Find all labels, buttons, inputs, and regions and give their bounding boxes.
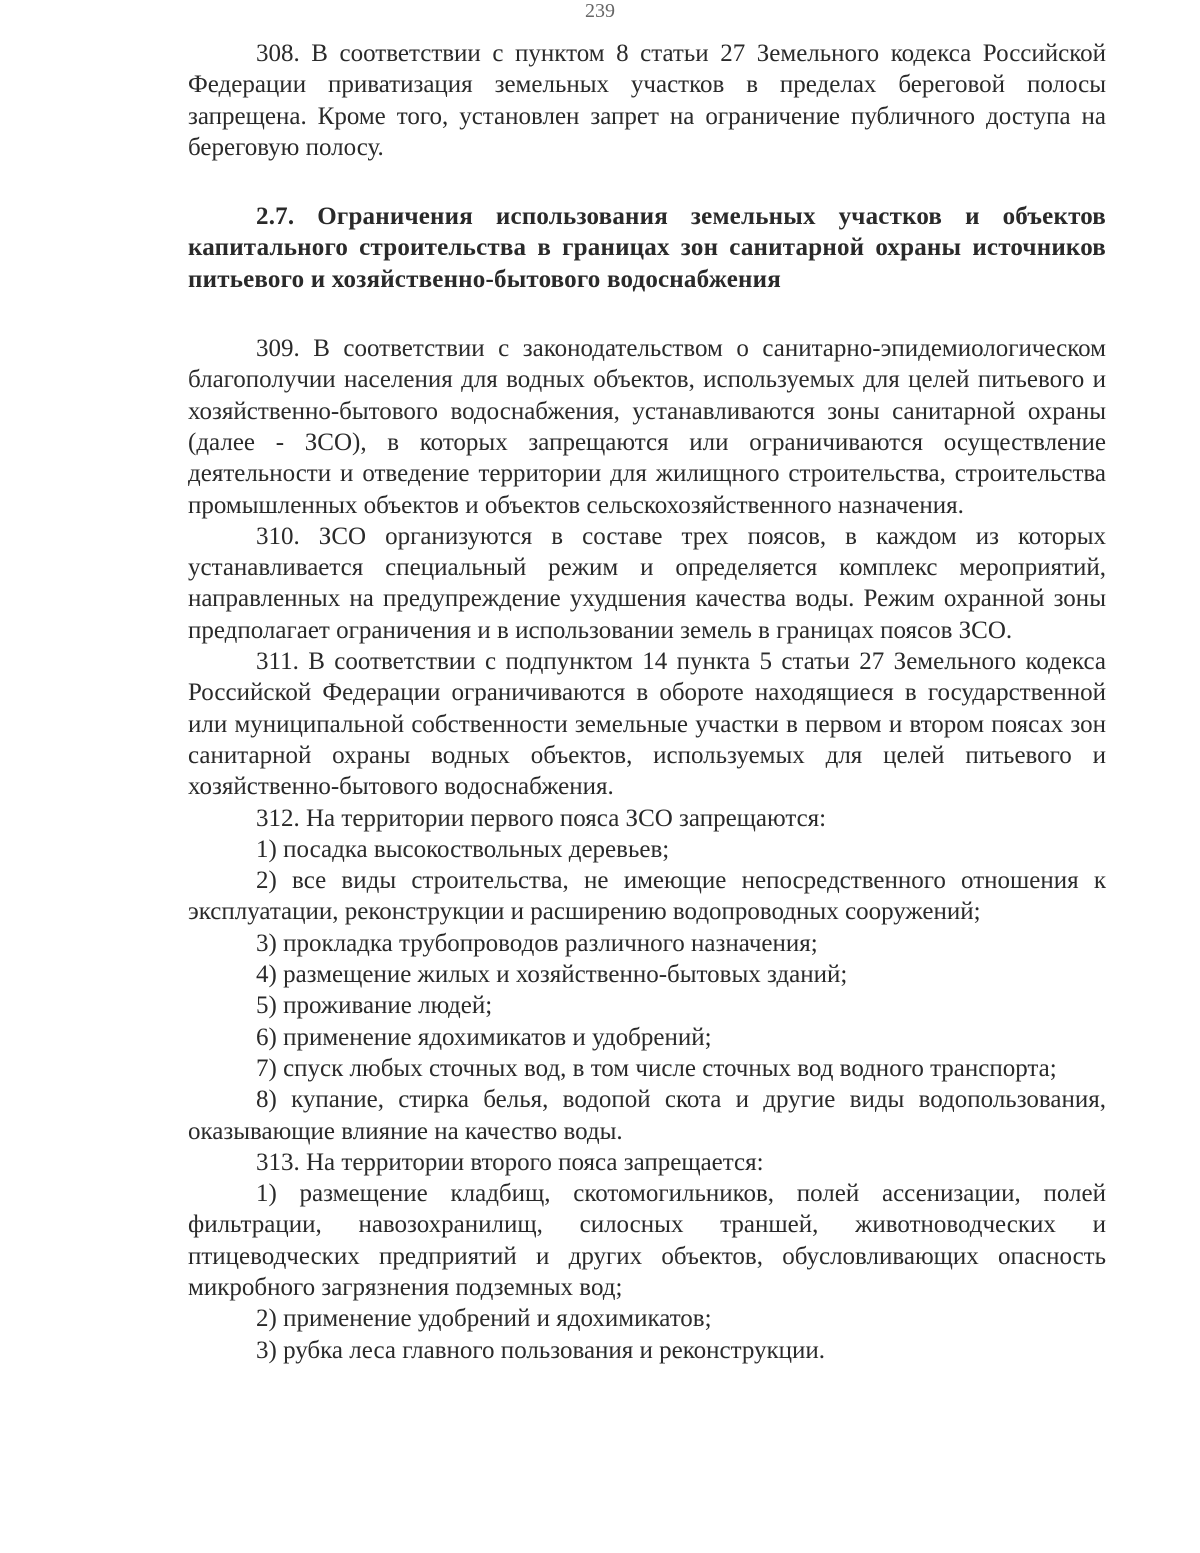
paragraph-308: 308. В соответствии с пунктом 8 статьи 27 Земельного кодекса Российской Федерации приватизация земельных участков в пределах береговой полосы запрещена. Кроме того, установлен запрет на ограничение публичного доступа на береговую полосу. [188, 40, 1106, 161]
list-item: 1) посадка высокоствольных деревьев; [256, 835, 670, 863]
section-title: 2.7. Ограничения использования земельных участков и объектов капитального строительства в границах зон санитарной охраны источников питьевого и хозяйственно-бытового водоснабжения [188, 203, 1106, 293]
list-item: 8) купание, стирка белья, водопой скота и другие виды водопользования, оказывающие влияние на качество воды. [188, 1086, 1106, 1145]
list-item: 3) рубка леса главного пользования и реконструкции. [256, 1336, 826, 1364]
list-item: 2) все виды строительства, не имеющие непосредственного отношения к эксплуатации, реконструкции и расширению водопроводных сооружений; [188, 867, 1106, 926]
paragraph-309: 309. В соответствии с законодательством о санитарно-эпидемиологическом благополучии населения для водных объектов, используемых для целей питьевого и хозяйственно-бытового водоснабжения, устанавливаются зоны санитарной охраны (далее - ЗСО), в которых запрещаются или ограничиваются осуществление деятельности и отведение территории для жилищного строительства, строительства промышленных объектов и объектов сельскохозяйственного назначения. [188, 335, 1106, 519]
paragraph-312: 312. На территории первого пояса ЗСО запрещаются: [256, 804, 827, 832]
list-item: 1) размещение кладбищ, скотомогильников, полей ассенизации, полей фильтрации, навозохранилищ, силосных траншей, животноводческих и птицеводческих предприятий и других объектов, обусловливающих опасность микробного загрязнения подземных вод; [188, 1180, 1106, 1301]
paragraph-313: 313. На территории второго пояса запрещается: [256, 1148, 764, 1176]
list-item: 4) размещение жилых и хозяйственно-бытовых зданий; [256, 961, 848, 989]
document-body [188, 38, 1106, 1366]
paragraph-310: 310. ЗСО организуются в составе трех поясов, в каждом из которых устанавливается специальный режим и определяется комплекс мероприятий, направленных на предупреждение ухудшения качества воды. Режим охранной зоны предполагает ограничения и в использовании земель в границах поясов ЗСО. [188, 522, 1106, 644]
list-item: 7) спуск любых сточных вод, в том числе сточных вод водного транспорта; [256, 1054, 1057, 1082]
list-item: 5) проживание людей; [256, 992, 493, 1020]
list-item: 2) применение удобрений и ядохимикатов; [256, 1305, 712, 1333]
list-item: 3) прокладка трубопроводов различного назначения; [256, 929, 818, 957]
paragraph-311: 311. В соответствии с подпунктом 14 пункта 5 статьи 27 Земельного кодекса Российской Федерации ограничиваются в обороте находящиеся в государственной или муниципальной собственности земельные участки в первом и втором поясах зон санитарной охраны водных объектов, используемых для целей питьевого и хозяйственно-бытового водоснабжения. [188, 648, 1106, 801]
page-number: 239 [585, 0, 615, 22]
list-item: 6) применение ядохимикатов и удобрений; [256, 1023, 712, 1051]
